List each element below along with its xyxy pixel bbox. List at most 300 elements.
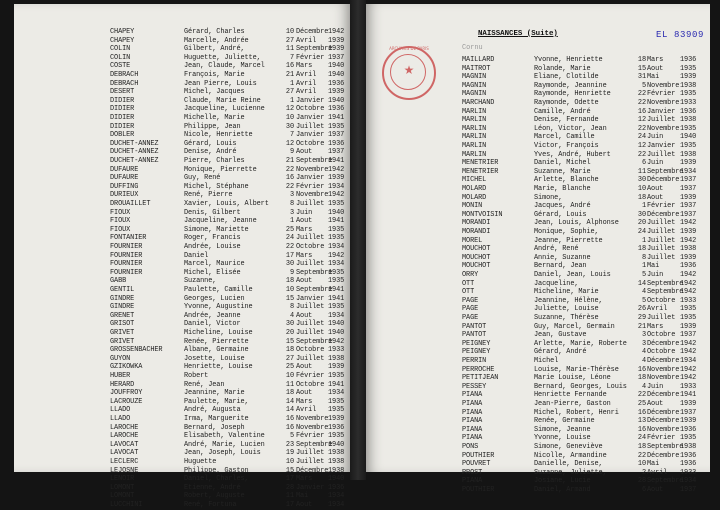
- register-entry: [366, 168, 710, 177]
- register-entry: [14, 372, 350, 381]
- birth-month: Octobre: [296, 380, 325, 389]
- birth-day: 21: [637, 322, 646, 331]
- birth-year: 1939: [328, 45, 345, 54]
- surname: LAROCHE: [110, 432, 139, 441]
- register-entry: [366, 374, 710, 383]
- birth-month: Décembre: [647, 408, 680, 417]
- given-names: René, Fortuna: [184, 501, 237, 509]
- birth-day: 10: [285, 458, 294, 466]
- register-entry: [366, 452, 710, 461]
- birth-year: 1934: [328, 182, 345, 191]
- surname: GRISOT: [110, 320, 135, 329]
- given-names: Jeannine, Hélène,: [534, 296, 603, 305]
- surname: MOLARD: [462, 193, 487, 202]
- birth-day: 5: [289, 432, 294, 441]
- birth-month: Juillet: [647, 116, 676, 125]
- birth-month: Novembre: [296, 191, 329, 200]
- register-entry: [14, 441, 350, 450]
- birth-month: Février: [647, 90, 676, 99]
- given-names: Marcel, Maurice: [184, 260, 245, 269]
- register-entry: [366, 116, 710, 125]
- register-entry: [14, 200, 350, 209]
- surname: MARLIN: [462, 116, 487, 125]
- surname: MICHEL: [462, 176, 487, 185]
- birth-day: 10: [637, 185, 646, 193]
- surname: LLADO: [110, 406, 131, 415]
- birth-month: Décembre: [296, 28, 329, 36]
- birth-month: Juillet: [296, 354, 325, 363]
- birth-year: 1939: [680, 400, 697, 408]
- register-entry: [14, 148, 350, 157]
- given-names: Louise, Marie-Thérèse: [534, 365, 619, 374]
- birth-month: Février: [647, 434, 676, 443]
- birth-day: 18: [285, 346, 294, 355]
- birth-day: 16: [285, 423, 294, 432]
- birth-day: 16: [637, 365, 646, 374]
- given-names: Henriette, Louise: [184, 363, 253, 372]
- birth-day: 30: [285, 260, 294, 269]
- given-names: Michel, Robert, Henri: [534, 408, 619, 417]
- birth-day: 11: [285, 492, 294, 501]
- birth-month: Aout: [296, 217, 313, 226]
- surname: GZIKOWKA: [110, 363, 143, 372]
- birth-day: 4: [641, 348, 646, 357]
- birth-month: Juillet: [296, 122, 325, 131]
- given-names: Bernard, Georges, Louis: [534, 382, 627, 391]
- birth-month: Juillet: [647, 314, 676, 322]
- register-entry: [14, 217, 350, 226]
- birth-month: Novembre: [647, 124, 680, 133]
- register-entry: [366, 357, 710, 366]
- register-entry: [14, 140, 350, 149]
- register-entry: [366, 400, 710, 409]
- surname: HUBER: [110, 372, 131, 380]
- birth-day: 10: [285, 286, 294, 294]
- birth-month: Juillet: [296, 234, 325, 243]
- surname: DIDIER: [110, 122, 135, 131]
- given-names: Arlette, Blanche: [534, 176, 599, 185]
- birth-year: 1938: [680, 443, 697, 451]
- given-names: Robert: [184, 372, 209, 380]
- birth-year: 1935: [680, 305, 697, 314]
- register-entry: [14, 320, 350, 329]
- register-entry: [366, 254, 710, 263]
- given-names: Guy, Marcel, Germain: [534, 322, 615, 331]
- birth-month: Novembre: [296, 165, 329, 174]
- given-names: René, Jean: [184, 380, 225, 389]
- birth-year: 1942: [328, 165, 345, 174]
- birth-month: Mai: [647, 262, 660, 271]
- birth-month: Février: [647, 202, 676, 211]
- birth-day: 16: [637, 408, 646, 417]
- given-names: Danielle, Denise,: [534, 460, 603, 469]
- surname: DUFAURE: [110, 174, 139, 183]
- register-entry: [366, 159, 710, 168]
- birth-year: 1936: [680, 262, 697, 271]
- given-names: Nicole, Henriette: [184, 131, 253, 140]
- register-entry: [14, 209, 350, 218]
- surname: FOURNIER: [110, 260, 143, 269]
- birth-month: Février: [296, 182, 325, 191]
- register-entry: [14, 329, 350, 338]
- birth-month: Avril: [296, 71, 317, 79]
- birth-day: 21: [285, 157, 294, 165]
- birth-year: 1942: [680, 219, 697, 228]
- birth-month: Aout: [296, 363, 313, 372]
- given-names: René, Pierre: [184, 191, 233, 200]
- birth-day: 5: [641, 296, 646, 305]
- given-names: Yvonne, Henriette: [534, 56, 603, 64]
- birth-year: 1934: [328, 260, 345, 269]
- register-entry: [366, 426, 710, 435]
- birth-day: 16: [637, 425, 646, 434]
- surname: LLADO: [110, 415, 131, 423]
- register-entry: [366, 331, 710, 340]
- birth-month: Aout: [647, 64, 664, 73]
- given-names: Renée, Pierrette: [184, 337, 249, 346]
- register-entry: [14, 260, 350, 269]
- register-entry: [14, 105, 350, 114]
- birth-year: 1941: [328, 217, 345, 226]
- register-entry: [366, 443, 710, 452]
- surname: COSTE: [110, 62, 131, 71]
- register-entry: [14, 37, 350, 46]
- birth-year: 1938: [328, 458, 345, 466]
- surname: PIANA: [462, 400, 483, 408]
- register-entry: [366, 202, 710, 211]
- surname: DUFAURE: [110, 165, 139, 174]
- register-entry: [14, 269, 350, 278]
- register-entry: [366, 65, 710, 74]
- given-names: Bernard, Joseph: [184, 423, 245, 432]
- surname: PERROCHE: [462, 365, 495, 374]
- birth-day: 1: [289, 96, 294, 105]
- surname: MAGNIN: [462, 81, 487, 90]
- given-names: Jean Pierre, Louis: [184, 79, 257, 88]
- birth-month: Aout: [296, 277, 313, 286]
- register-entry: [366, 142, 710, 151]
- surname: GRIVET: [110, 329, 135, 337]
- register-entry: [366, 417, 710, 426]
- birth-year: 1939: [680, 322, 697, 331]
- given-names: Jacques, André: [534, 202, 591, 211]
- surname: MOUCHOT: [462, 245, 491, 254]
- birth-month: Mars: [296, 62, 313, 71]
- birth-month: Janvier: [647, 142, 676, 150]
- birth-year: 1935: [680, 314, 697, 322]
- birth-year: 1933: [680, 99, 697, 107]
- register-entry: [366, 409, 710, 418]
- surname: GINDRE: [110, 303, 135, 312]
- given-names: Jeannine, Marie: [184, 389, 245, 398]
- birth-year: 1935: [680, 142, 697, 150]
- birth-day: 12: [637, 142, 646, 150]
- given-names: Denise, André: [184, 148, 237, 157]
- stamp-text: ARCHIVES DE PARIS: [389, 46, 429, 51]
- surname: FIOUX: [110, 225, 131, 234]
- birth-year: 1936: [680, 56, 697, 64]
- surname: PETITJEAN: [462, 374, 499, 383]
- surname: LAVOCAT: [110, 440, 139, 449]
- surname: DOBLER: [110, 131, 135, 140]
- given-names: Paulette, Camille: [184, 286, 253, 294]
- birth-day: 24: [637, 133, 646, 142]
- register-entry: [366, 219, 710, 228]
- given-names: Micheline, Louise: [184, 329, 253, 337]
- given-names: Henriette Fernande: [534, 391, 607, 400]
- birth-day: 29: [637, 314, 646, 322]
- birth-month: Mai: [296, 492, 309, 501]
- surname: DUCHET-ANNEZ: [110, 157, 159, 165]
- birth-day: 1: [289, 79, 294, 88]
- surname: DROUAILLET: [110, 200, 151, 208]
- given-names: Nicolle, Armandine: [534, 451, 607, 460]
- birth-day: 4: [289, 311, 294, 320]
- given-names: Josette, Louise: [184, 354, 245, 363]
- surname: MARLIN: [462, 133, 487, 142]
- birth-day: 22: [637, 124, 646, 133]
- register-entry: [366, 90, 710, 99]
- surname: CHAPEY: [110, 28, 135, 36]
- register-entry: [14, 243, 350, 252]
- register-entry: [14, 183, 350, 192]
- birth-month: Septembre: [647, 279, 684, 288]
- given-names: Marie, Blanche: [534, 185, 591, 193]
- birth-year: 1938: [328, 354, 345, 363]
- given-names: Michel, Jacques: [184, 88, 245, 97]
- birth-month: Janvier: [647, 107, 676, 116]
- given-names: Josiane, Lucie: [534, 477, 591, 486]
- birth-month: Mai: [647, 73, 660, 82]
- birth-year: 1938: [680, 245, 697, 254]
- surname: CHAPEY: [110, 36, 135, 45]
- birth-year: 1939: [680, 159, 697, 168]
- birth-day: 15: [285, 294, 294, 303]
- birth-year: 1936: [328, 105, 345, 114]
- register-entry: [14, 355, 350, 364]
- birth-month: Juillet: [296, 458, 325, 466]
- birth-year: 1942: [680, 236, 697, 245]
- birth-month: Aout: [296, 311, 313, 320]
- register-entry: [14, 131, 350, 140]
- birth-day: 31: [637, 73, 646, 82]
- birth-year: 1939: [328, 363, 345, 372]
- register-entry: [366, 469, 710, 478]
- birth-day: 8: [289, 200, 294, 208]
- register-entry: [366, 288, 710, 297]
- birth-month: Septembre: [647, 167, 684, 176]
- birth-day: 17: [285, 501, 294, 509]
- birth-month: Avril: [296, 88, 317, 97]
- birth-day: 14: [285, 397, 294, 406]
- surname: PIANA: [462, 417, 483, 426]
- given-names: Simone, Geneviève: [534, 443, 603, 451]
- surname: LENOIR: [110, 475, 135, 484]
- given-names: Jacqueline, Jeanne: [184, 217, 257, 226]
- birth-year: 1940: [328, 475, 345, 484]
- birth-year: 1939: [328, 415, 345, 423]
- register-entry: [14, 277, 350, 286]
- birth-day: 9: [289, 268, 294, 277]
- birth-day: 10: [637, 460, 646, 469]
- birth-month: Décembre: [647, 210, 680, 219]
- birth-day: 8: [289, 303, 294, 312]
- surname: MARCHAND: [462, 99, 495, 107]
- birth-day: 11: [285, 45, 294, 54]
- birth-day: 1: [641, 262, 646, 271]
- surname: LOMONT: [110, 492, 135, 501]
- birth-month: Juillet: [296, 260, 325, 269]
- given-names: Robert, Auguste: [184, 492, 245, 501]
- register-entry: [366, 280, 710, 289]
- register-entry: [14, 406, 350, 415]
- birth-day: 26: [637, 305, 646, 314]
- birth-year: 1933: [680, 468, 697, 477]
- surname: PESSEY: [462, 382, 487, 391]
- surname: LAROCHE: [110, 423, 139, 432]
- birth-year: 1942: [680, 288, 697, 297]
- birth-month: Octobre: [296, 105, 325, 114]
- register-entry: [366, 228, 710, 237]
- birth-month: Février: [296, 432, 325, 441]
- birth-year: 1941: [328, 286, 345, 294]
- left-page: [14, 4, 350, 509]
- register-entry: [14, 346, 350, 355]
- surname: FIOUX: [110, 217, 131, 226]
- birth-day: 2: [641, 468, 646, 477]
- birth-year: 1937: [680, 210, 697, 219]
- surname: GENTIL: [110, 286, 135, 294]
- birth-day: 18: [637, 443, 646, 451]
- birth-year: 1935: [328, 303, 345, 312]
- birth-day: 15: [285, 337, 294, 346]
- register-entry: [14, 88, 350, 97]
- birth-month: Novembre: [647, 374, 680, 383]
- book-gutter: [350, 0, 366, 480]
- birth-month: Juin: [647, 133, 664, 142]
- birth-year: 1935: [680, 124, 697, 133]
- birth-year: 1934: [328, 243, 345, 251]
- given-names: Jeanne, Pierrette: [534, 236, 603, 245]
- given-names: Daniel, Victor: [184, 320, 241, 329]
- surname: LUCCHINI: [110, 501, 143, 509]
- birth-year: 1940: [328, 71, 345, 79]
- register-entry: [14, 398, 350, 407]
- given-names: André, René: [534, 245, 579, 254]
- birth-year: 1937: [328, 131, 345, 140]
- birth-day: 18: [637, 56, 646, 64]
- given-names: Huguette, Juliette,: [184, 53, 261, 62]
- birth-year: 1942: [680, 339, 697, 348]
- birth-year: 1934: [328, 501, 345, 509]
- birth-day: 5: [641, 81, 646, 90]
- birth-year: 1942: [328, 191, 345, 200]
- register-entry: [14, 484, 350, 493]
- surname: MOLARD: [462, 185, 487, 193]
- birth-year: 1935: [680, 64, 697, 73]
- given-names: Gérard, André: [534, 348, 587, 357]
- birth-year: 1939: [680, 73, 697, 82]
- register-entry: [14, 312, 350, 321]
- birth-year: 1939: [328, 88, 345, 97]
- register-entry: [366, 348, 710, 357]
- surname: LAVOCAT: [110, 449, 139, 458]
- birth-month: Juillet: [296, 449, 325, 458]
- given-names: Elisabeth, Valentine: [184, 432, 265, 441]
- birth-day: 18: [637, 245, 646, 254]
- surname: MENETRIER: [462, 167, 499, 176]
- given-names: Xavier, Louis, Albert: [184, 200, 269, 208]
- birth-year: 1938: [328, 449, 345, 458]
- given-names: André, Augusta: [184, 406, 241, 415]
- given-names: Jean, Claude, Marcel: [184, 62, 265, 71]
- given-names: Marcel, Camille: [534, 133, 595, 142]
- register-entry: [366, 133, 710, 142]
- register-entry: [366, 271, 710, 280]
- birth-month: Novembre: [647, 365, 680, 374]
- given-names: Simone, Jeanne: [534, 425, 591, 434]
- birth-month: Juillet: [647, 219, 676, 228]
- birth-month: Juillet: [296, 329, 325, 337]
- birth-year: 1942: [328, 337, 345, 346]
- surname: DEBRACH: [110, 71, 139, 79]
- register-entry: [366, 314, 710, 323]
- given-names: Monique, Sophie,: [534, 228, 599, 236]
- birth-month: Octobre: [296, 243, 325, 251]
- birth-day: 22: [637, 90, 646, 99]
- given-names: Philippe, Jean: [184, 122, 241, 131]
- register-entry: [14, 492, 350, 501]
- register-entry: [14, 475, 350, 484]
- birth-day: 15: [637, 64, 646, 73]
- surname: PROST: [462, 468, 483, 477]
- register-entry: [366, 185, 710, 194]
- birth-day: 30: [285, 122, 294, 131]
- birth-day: 1: [641, 236, 646, 245]
- surname: COLIN: [110, 53, 131, 62]
- birth-day: 17: [285, 251, 294, 260]
- birth-day: 7: [289, 53, 294, 62]
- birth-day: 3: [289, 208, 294, 217]
- birth-day: 4: [641, 382, 646, 391]
- birth-year: 1936: [328, 79, 345, 88]
- birth-month: Aout: [296, 501, 313, 509]
- surname: GUYON: [110, 354, 131, 363]
- surname: DURIEUX: [110, 191, 139, 200]
- given-names: Michel: [534, 357, 559, 365]
- surname: LACROUZE: [110, 397, 143, 406]
- birth-day: 28: [637, 477, 646, 486]
- surname: DUCHET-ANNEZ: [110, 139, 159, 148]
- birth-year: 1937: [680, 331, 697, 340]
- given-names: Juliette, Louise: [534, 305, 599, 314]
- birth-month: Aout: [296, 389, 313, 398]
- birth-month: Décembre: [647, 176, 680, 185]
- given-names: Jacqueline, Lucienne: [184, 105, 265, 114]
- register-entry: [366, 176, 710, 185]
- birth-month: Octobre: [647, 331, 676, 340]
- birth-day: 11: [285, 380, 294, 389]
- birth-day: 18: [285, 277, 294, 286]
- birth-day: 24: [637, 228, 646, 236]
- birth-day: 16: [285, 62, 294, 71]
- birth-year: 1942: [328, 251, 345, 260]
- given-names: Simone,: [534, 193, 563, 202]
- surname: ORRY: [462, 271, 479, 279]
- given-names: Andrée, Louise: [184, 243, 241, 251]
- given-names: Guy, René: [184, 174, 221, 183]
- birth-year: 1935: [328, 268, 345, 277]
